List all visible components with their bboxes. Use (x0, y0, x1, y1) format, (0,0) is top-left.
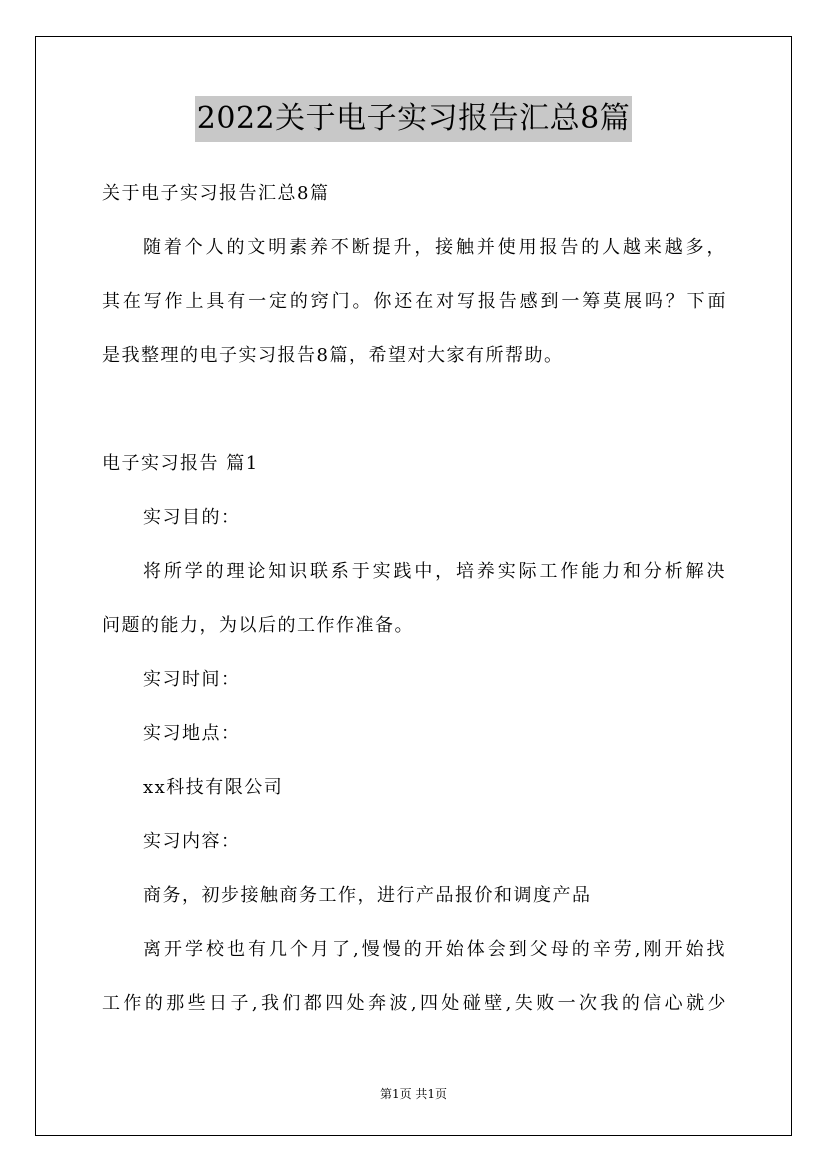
intro-line-2: 其在写作上具有一定的窍门。你还在对写报告感到一筹莫展吗？下面 (102, 291, 727, 312)
place-label: 实习地点： (143, 723, 241, 744)
purpose-line-1: 将所学的理论知识联系于实践中，培养实际工作能力和分析解决 (143, 561, 726, 582)
subtitle: 关于电子实习报告汇总8篇 (102, 183, 330, 204)
purpose-label: 实习目的： (143, 507, 241, 528)
content-text: 商务，初步接触商务工作，进行产品报价和调度产品 (143, 885, 592, 906)
document-title: 2022关于电子实习报告汇总8篇 (195, 96, 632, 142)
intro-line-1: 随着个人的文明素养不断提升，接触并使用报告的人越来越多， (143, 237, 726, 258)
content-label: 实习内容： (143, 831, 241, 852)
body-line-2: 工作的那些日子,我们都四处奔波,四处碰壁,失败一次我的信心就少 (102, 993, 727, 1014)
time-label: 实习时间： (143, 669, 241, 690)
intro-line-3: 是我整理的电子实习报告8篇，希望对大家有所帮助。 (102, 345, 564, 366)
company-name: xx科技有限公司 (143, 777, 284, 798)
page-footer: 第1页 共1页 (379, 1087, 448, 1101)
title-container (0, 96, 827, 142)
purpose-line-2: 问题的能力，为以后的工作作准备。 (102, 615, 414, 636)
body-line-1: 离开学校也有几个月了,慢慢的开始体会到父母的辛劳,刚开始找 (143, 939, 726, 960)
section-heading: 电子实习报告 篇1 (102, 453, 259, 474)
